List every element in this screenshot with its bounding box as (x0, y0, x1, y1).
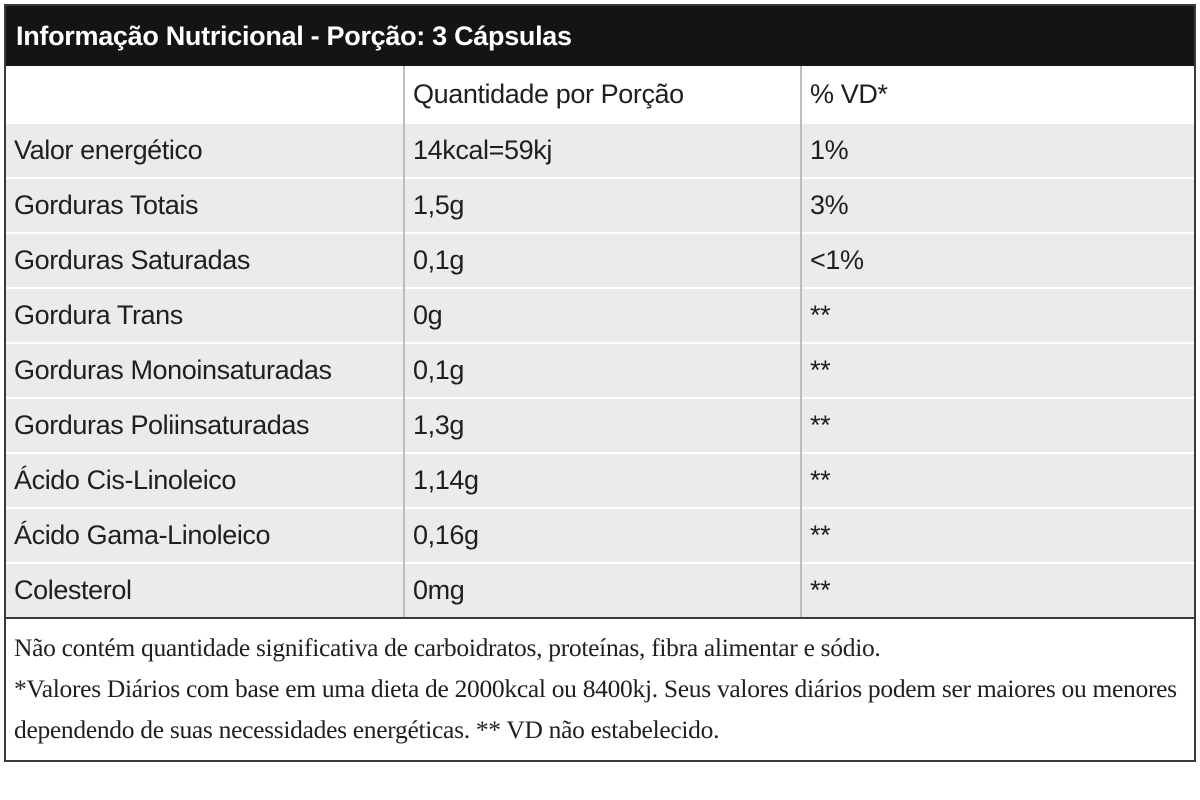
nutrient-daily-value: ** (801, 563, 1194, 617)
nutrient-amount: 0,1g (404, 233, 801, 288)
nutrient-name: Gordura Trans (6, 288, 404, 343)
nutrient-daily-value: 1% (801, 123, 1194, 178)
table-title: Informação Nutricional - Porção: 3 Cápsulas (6, 6, 1194, 66)
nutrition-grid (6, 66, 1194, 617)
nutrient-name: Gorduras Poliinsaturadas (6, 398, 404, 453)
nutrition-facts-table (4, 4, 1196, 762)
nutrient-name: Valor energético (6, 123, 404, 178)
table-row (6, 178, 1194, 233)
nutrient-daily-value: ** (801, 343, 1194, 398)
footnote-daily-values: *Valores Diários com base em uma dieta de 2000kcal ou 8400kj. Seus valores diários podem ser maiores ou menores dependendo de suas necessidades energéticas. ** VD não estabelecido. (14, 674, 1177, 744)
nutrient-daily-value: ** (801, 508, 1194, 563)
header-row (6, 66, 1194, 123)
table-row (6, 453, 1194, 508)
table-row (6, 123, 1194, 178)
footnotes (6, 617, 1194, 760)
table-row (6, 288, 1194, 343)
nutrient-daily-value: ** (801, 453, 1194, 508)
nutrient-daily-value: 3% (801, 178, 1194, 233)
nutrient-daily-value: ** (801, 398, 1194, 453)
nutrient-name: Gorduras Saturadas (6, 233, 404, 288)
table-row (6, 398, 1194, 453)
table-row (6, 233, 1194, 288)
nutrient-name: Ácido Cis-Linoleico (6, 453, 404, 508)
table-row (6, 563, 1194, 617)
column-header-daily-value: % VD* (801, 66, 1194, 123)
table-row (6, 343, 1194, 398)
nutrient-daily-value: <1% (801, 233, 1194, 288)
table-row (6, 508, 1194, 563)
column-header-amount: Quantidade por Porção (404, 66, 801, 123)
footnote-not-significant: Não contém quantidade significativa de carboidratos, proteínas, fibra alimentar e sódio. (14, 633, 881, 662)
nutrient-daily-value: ** (801, 288, 1194, 343)
nutrient-name: Ácido Gama-Linoleico (6, 508, 404, 563)
nutrient-amount: 0,16g (404, 508, 801, 563)
nutrient-amount: 0g (404, 288, 801, 343)
nutrient-amount: 1,5g (404, 178, 801, 233)
nutrient-amount: 1,14g (404, 453, 801, 508)
nutrient-amount: 0mg (404, 563, 801, 617)
nutrient-name: Gorduras Monoinsaturadas (6, 343, 404, 398)
nutrient-amount: 14kcal=59kj (404, 123, 801, 178)
nutrient-name: Colesterol (6, 563, 404, 617)
nutrient-amount: 0,1g (404, 343, 801, 398)
nutrient-amount: 1,3g (404, 398, 801, 453)
column-header-nutrient (6, 66, 404, 123)
nutrient-name: Gorduras Totais (6, 178, 404, 233)
